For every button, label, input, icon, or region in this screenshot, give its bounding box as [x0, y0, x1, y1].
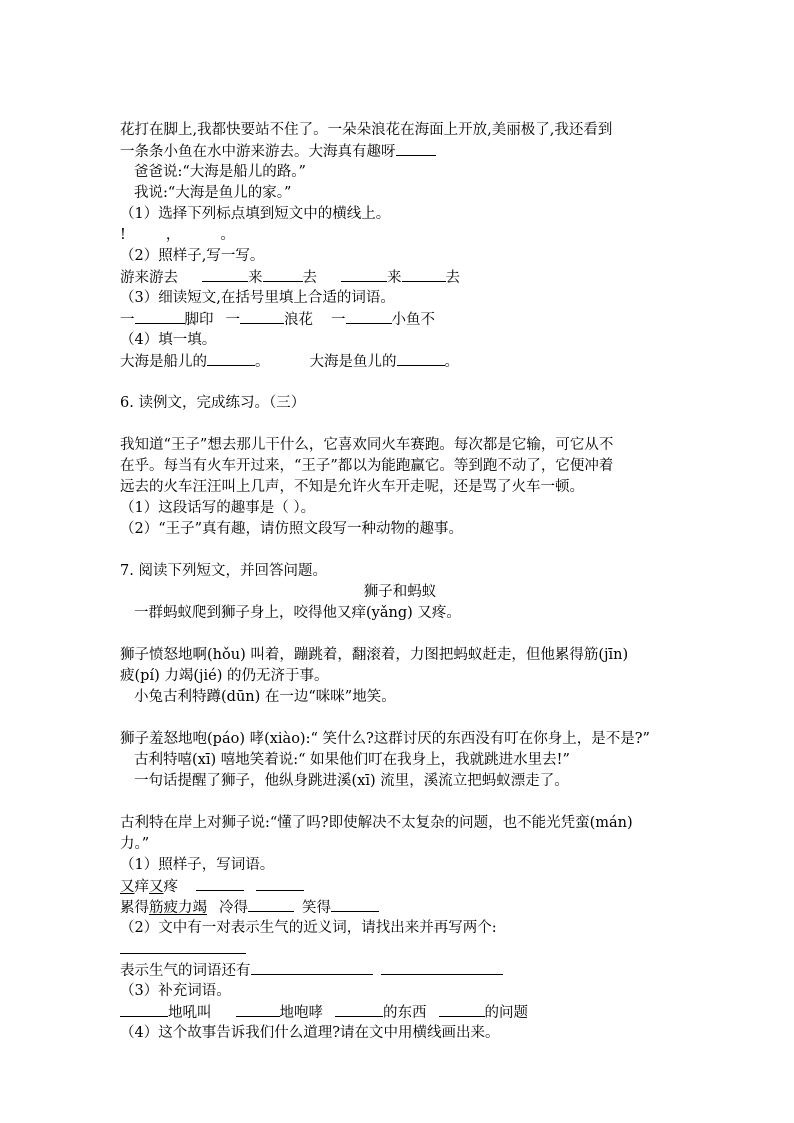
question-text: （3）细读短文,在括号里填上合适的词语。 — [120, 290, 395, 306]
question — [120, 498, 680, 519]
text: 地吼叫 — [168, 1005, 212, 1021]
text: 的问题 — [484, 1005, 528, 1021]
text: 古利特嘻(xī) 嘻地笑着说:“ 如果他们叮在我身上，我就跳进水里去!” — [134, 752, 570, 768]
passage-line — [120, 813, 680, 834]
question — [120, 918, 680, 939]
passage-line — [120, 141, 680, 162]
text: 。 — [444, 354, 459, 370]
text: 一条条小鱼在水中游来游去。大海真有趣呀 — [120, 144, 396, 160]
worksheet-content — [120, 120, 680, 1044]
passage-line — [120, 162, 680, 183]
example-word: 痒 — [134, 879, 149, 895]
answer-blank[interactable] — [439, 1002, 485, 1017]
question — [120, 204, 680, 225]
answer-blank[interactable] — [202, 267, 248, 282]
question-text: （2）照样子,写一写。 — [120, 248, 265, 264]
section-title — [120, 393, 680, 414]
question-text: （4）这个故事告诉我们什么道理?请在文中用横线画出来。 — [120, 1025, 500, 1041]
answer-blank[interactable] — [457, 960, 503, 975]
text: 大海是船儿的 — [120, 354, 207, 370]
text: 浪花 — [284, 312, 313, 328]
dash — [427, 964, 457, 975]
answer-blank[interactable] — [120, 1002, 168, 1017]
answer-blank[interactable] — [248, 897, 294, 912]
question — [120, 330, 680, 351]
question — [120, 855, 680, 876]
question-text: （2）“王子”真有趣，请仿照文段写一种动物的趣事。 — [120, 521, 464, 537]
punct-option: 。 — [220, 227, 235, 243]
answer-row — [120, 351, 680, 372]
question — [120, 981, 680, 1002]
passage-line — [120, 771, 680, 792]
passage-line — [120, 750, 680, 771]
question-text: （3）补充词语。 — [120, 983, 231, 999]
story-title — [120, 582, 680, 603]
text: 一 — [225, 312, 240, 328]
question — [120, 246, 680, 267]
text: 一句话提醒了狮子，他纵身跳进溪(xī) 流里，溪流立把蚂蚁漂走了。 — [134, 773, 569, 789]
question-text: （1）照样子，写词语。 — [120, 857, 275, 873]
text: 一 — [331, 312, 346, 328]
question-text: （1）这段话写的趣事是（ ）。 — [120, 500, 316, 516]
answer-blank[interactable] — [263, 267, 303, 282]
answer-row — [120, 960, 680, 981]
answer-row — [120, 876, 680, 897]
passage-line — [120, 834, 680, 855]
text: 笑得 — [302, 900, 331, 916]
dash — [297, 964, 327, 975]
answer-blank[interactable] — [196, 876, 244, 891]
answer-blank[interactable] — [236, 1002, 280, 1017]
example-word: 又 — [149, 879, 164, 895]
passage-line — [120, 666, 680, 687]
dash — [168, 943, 198, 954]
text: 小鱼不 — [391, 312, 435, 328]
text: 力。” — [120, 836, 150, 852]
section-title — [120, 561, 680, 582]
question — [120, 288, 680, 309]
punctuation-options — [120, 225, 680, 246]
answer-blank[interactable] — [331, 897, 379, 912]
answer-blank[interactable] — [135, 309, 185, 324]
answer-blank[interactable] — [198, 939, 246, 954]
answer-blank[interactable] — [120, 939, 168, 954]
answer-blank[interactable] — [207, 351, 255, 366]
text: 疲(pí) 力竭(jié) 的仍无济于事。 — [120, 668, 329, 684]
text: 大海是鱼儿的 — [309, 354, 397, 370]
answer-blank[interactable] — [341, 267, 387, 282]
text: 狮子羞怒地咆(páo) 哮(xiào):“ 笑什么?这群讨厌的东西没有叮在你身上，是不是?” — [120, 731, 650, 747]
answer-row — [120, 897, 680, 918]
text: 远去的火车汪汪叫上几声，不知是允许火车开走呢，还是骂了火车一顿。 — [120, 479, 584, 495]
text: 表示生气的词语还有 — [120, 963, 251, 979]
text: 爸爸说:“大海是船儿的路。” — [134, 164, 306, 180]
question-number: 6. 读例文，完成练习。（三） — [120, 395, 306, 411]
passage-line — [120, 477, 680, 498]
text: 小兔古利特蹲(dūn) 在一边“咪咪”地笑。 — [134, 689, 396, 705]
passage-line — [120, 687, 680, 708]
question-text: （2）文中有一对表示生气的近义词，请找出来并再写两个: — [120, 920, 497, 936]
text: 花打在脚上,我都快要站不住了。一朵朵浪花在海面上开放,美丽极了,我还看到 — [120, 122, 613, 138]
question-number: 7. 阅读下列短文，并回答问题。 — [120, 563, 327, 579]
text: 来 — [248, 270, 263, 286]
passage-line — [120, 645, 680, 666]
text: 一群蚂蚁爬到狮子身上，咬得他又痒(yǎng) 又疼。 — [134, 605, 461, 621]
answer-row — [120, 1002, 680, 1023]
text: 去 — [302, 270, 317, 286]
text: 在乎。每当有火车开过来，“王子”都以为能跑赢它。等到跑不动了，它便冲着 — [120, 458, 614, 474]
text: 狮子和蚂蚁 — [363, 584, 437, 600]
text: 冷得 — [219, 900, 248, 916]
answer-blank[interactable] — [327, 960, 373, 975]
punct-option: ! — [120, 227, 126, 243]
answer-blank[interactable] — [397, 351, 445, 366]
passage-line — [120, 603, 680, 624]
text: 脚印 — [184, 312, 214, 328]
question-text: （4）填一填。 — [120, 332, 217, 348]
question — [120, 1023, 680, 1044]
example-word: 筋疲力竭 — [149, 900, 207, 916]
text: 来 — [387, 270, 402, 286]
passage-line — [120, 120, 680, 141]
text: 地咆哮 — [279, 1005, 323, 1021]
answer-blank[interactable] — [396, 141, 436, 156]
example-word: 又 — [120, 879, 135, 895]
passage-line — [120, 183, 680, 204]
text: 古利特在岸上对狮子说:“懂了吗?即使解决不太复杂的问题，也不能光凭蛮(mán) — [120, 815, 633, 831]
answer-blank[interactable] — [402, 267, 446, 282]
text: 我知道“王子”想去那儿干什么，它喜欢同火车赛跑。每次都是它输，可它从不 — [120, 437, 614, 453]
passage-line — [120, 729, 680, 750]
answer-blank[interactable] — [346, 309, 392, 324]
question — [120, 519, 680, 540]
answer-blank[interactable] — [251, 960, 297, 975]
answer-blank[interactable] — [335, 1002, 383, 1017]
text: 。 — [255, 354, 270, 370]
text: 的东西 — [383, 1005, 427, 1021]
answer-blank[interactable] — [256, 876, 304, 891]
answer-row — [120, 939, 680, 960]
text: 我说:“大海是鱼儿的家。” — [134, 185, 292, 201]
text: 去 — [445, 270, 460, 286]
passage-line — [120, 456, 680, 477]
answer-row — [120, 309, 680, 330]
text: 累得 — [120, 900, 149, 916]
passage-line — [120, 435, 680, 456]
punct-option: ， — [165, 227, 181, 243]
question-text: （1）选择下列标点填到短文中的横线上。 — [120, 206, 391, 222]
text: 一 — [120, 312, 135, 328]
example-word: 游来游去 — [120, 270, 178, 286]
answer-row — [120, 267, 680, 288]
answer-blank[interactable] — [240, 309, 284, 324]
example-word: 疼 — [163, 879, 178, 895]
answer-blank[interactable] — [381, 960, 427, 975]
text: 狮子愤怒地啊(hǒu) 叫着，蹦跳着，翻滚着，力图把蚂蚁赶走，但他累得筋(jīn) — [120, 647, 629, 663]
